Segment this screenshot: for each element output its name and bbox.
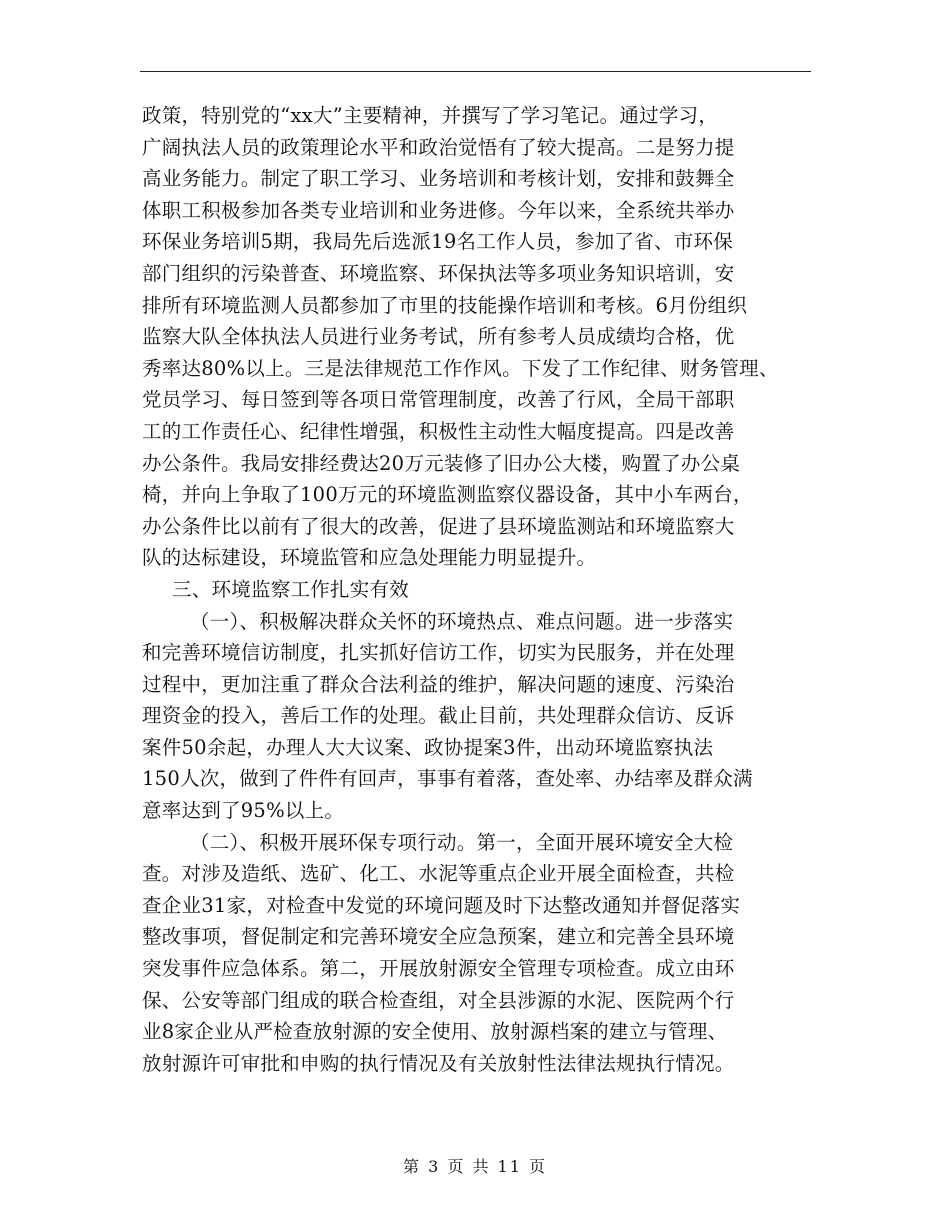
text-line: 椅，并向上争取了100万元的环境监测监察仪器设备，其中小车两台， xyxy=(142,483,753,507)
text-line: 工的工作责任心、纪律性增强，积极性主动性大幅度提高。四是改善 xyxy=(142,419,735,443)
text-line: 保、公安等部门组成的联合检查组，对全县涉源的水泥、医院两个行 xyxy=(142,988,735,1012)
text-line: 广阔执法人员的政策理论水平和政治觉悟有了较大提高。二是努力提 xyxy=(142,135,735,159)
text-line: 案件50余起，办理人大大议案、政协提案3件，出动环境监察执法 xyxy=(142,735,714,759)
text-line: 环保业务培训5期，我局先后选派19名工作人员，参加了省、市环保 xyxy=(142,230,733,254)
text-line: 党员学习、每日签到等各项日常管理制度，改善了行风，全局干部职 xyxy=(142,388,735,412)
text-line: 队的达标建设，环境监管和应急处理能力明显提升。 xyxy=(142,546,597,570)
text-line: 150人次，做到了件件有回声，事事有着落，查处率、办结率及群众满 xyxy=(142,767,753,791)
text-line: 秀率达80%以上。三是法律规范工作作风。下发了工作纪律、财务管理、 xyxy=(142,356,779,380)
text-line: 和完善环境信访制度，扎实抓好信访工作，切实为民服务，并在处理 xyxy=(142,641,735,665)
header-rule xyxy=(140,71,811,72)
text-line: 部门组织的污染普查、环境监察、环保执法等多项业务知识培训，安 xyxy=(142,261,735,285)
text-line: （二）、积极开展环保专项行动。第一，全面开展环境安全大检 xyxy=(190,830,734,854)
page-number: 第 3 页 共 11 页 xyxy=(403,1157,547,1176)
text-line: 查。对涉及造纸、选矿、化工、水泥等重点企业开展全面检查，共检 xyxy=(142,862,735,886)
text-line: 理资金的投入，善后工作的处理。截止目前，共处理群众信访、反诉 xyxy=(142,704,735,728)
section-heading: 三、环境监察工作扎实有效 xyxy=(172,577,410,601)
text-line: （一）、积极解决群众关怀的环境热点、难点问题。进一步落实 xyxy=(190,609,734,633)
text-line: 整改事项，督促制定和完善环境安全应急预案，建立和完善全县环境 xyxy=(142,925,735,949)
text-line: 过程中，更加注重了群众合法利益的维护，解决问题的速度、污染治 xyxy=(142,672,735,696)
text-line: 办公条件。我局安排经费达20万元装修了旧办公大楼，购置了办公桌 xyxy=(142,451,741,475)
text-line: 排所有环境监测人员都参加了市里的技能操作培训和考核。6月份组织 xyxy=(142,293,748,317)
text-line: 高业务能力。制定了职工学习、业务培训和考核计划，安排和鼓舞全 xyxy=(142,167,735,191)
text-line: 监察大队全体执法人员进行业务考试，所有参考人员成绩均合格，优 xyxy=(142,325,735,349)
text-line: 突发事件应急体系。第二，开展放射源安全管理专项检查。成立由环 xyxy=(142,957,735,981)
text-line: 政策，特别党的“xx大”主要精神，并撰写了学习笔记。通过学习， xyxy=(142,104,719,127)
text-line: 意率达到了95%以上。 xyxy=(142,799,345,823)
text-line: 放射源许可审批和申购的执行情况及有关放射性法律法规执行情况。 xyxy=(142,1051,735,1075)
text-line: 查企业31家，对检查中发觉的环境问题及时下达整改通知并督促落实 xyxy=(142,893,741,917)
text-line: 业8家企业从严检查放射源的安全使用、放射源档案的建立与管理、 xyxy=(142,1020,728,1044)
text-line: 体职工积极参加各类专业培训和业务进修。今年以来，全系统共举办 xyxy=(142,198,735,222)
document-body xyxy=(142,100,817,1079)
text-line: 办公条件比以前有了很大的改善，促进了县环境监测站和环境监察大 xyxy=(142,514,735,538)
